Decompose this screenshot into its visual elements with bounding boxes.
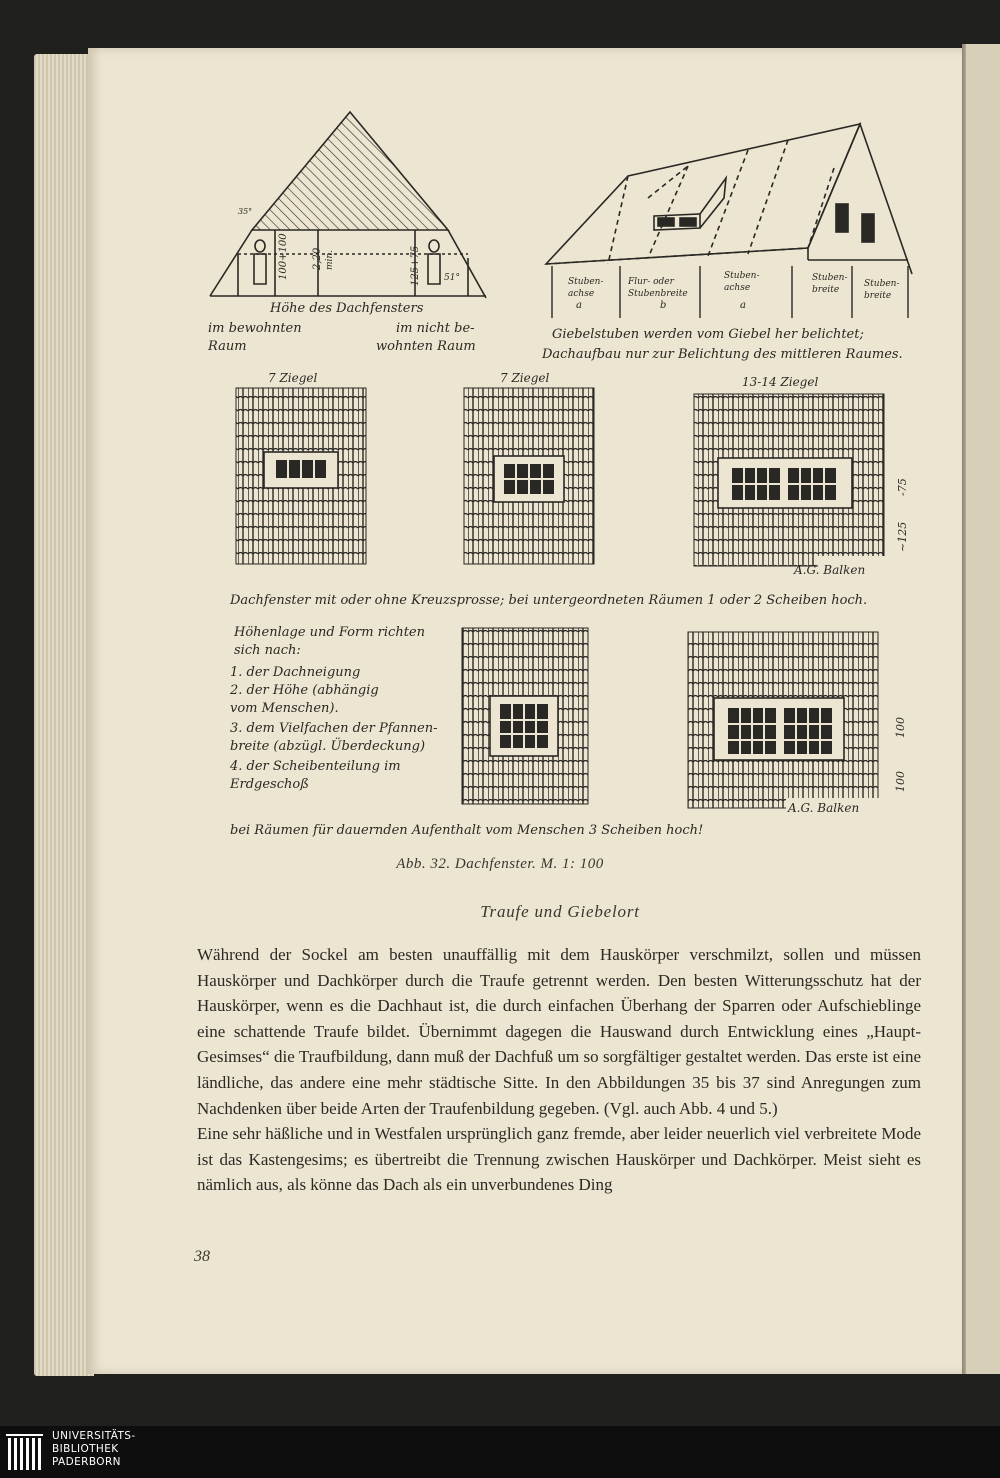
house-section-right-label-2: wohnten Raum: [376, 339, 476, 354]
house-section-left-label-1: im bewohnten: [208, 321, 302, 336]
section-title: Traufe und Giebelort: [480, 902, 640, 921]
house-section-left-label-2: Raum: [208, 339, 247, 354]
dim-side-4: 100: [894, 717, 907, 738]
note-2: 2. der Höhe (abhängig: [230, 683, 379, 698]
dim-d: 51°: [444, 273, 460, 283]
gable-label-5b: breite: [864, 291, 892, 301]
house-section-drawing: [210, 112, 486, 298]
gable-house-drawing: [546, 124, 912, 274]
dim-b: 2,20: [312, 247, 323, 270]
signature-1: A.G. Balken: [794, 563, 866, 577]
dormer-panel-1: [236, 388, 366, 564]
gable-label-4: Stuben-: [812, 273, 848, 283]
note-7: Erdgeschoß: [230, 777, 309, 792]
library-line-2: BIBLIOTHEK: [52, 1443, 119, 1455]
note-5: breite (abzügl. Überdeckung): [230, 739, 426, 754]
dim-side-3: 100: [894, 771, 907, 792]
dormer-panel-2: [464, 388, 594, 564]
gable-label-5: Stuben-: [864, 279, 900, 289]
library-line-3: PADERBORN: [52, 1456, 121, 1468]
figure-caption: Abb. 32. Dachfenster. M. 1: 100: [396, 856, 604, 872]
dormer-panel-4: [462, 628, 588, 804]
gable-label-3: Stuben-: [724, 271, 760, 281]
figure-dachfenster: [88, 48, 966, 848]
house-section-right-label-1: im nicht be-: [396, 321, 475, 336]
note-3: vom Menschen).: [230, 701, 339, 716]
note-4: 3. dem Vielfachen der Pfannen-: [230, 721, 438, 736]
gable-label-3b: achse: [724, 283, 751, 293]
tiles-label-1: 7 Ziegel: [268, 371, 318, 385]
row2-caption: bei Räumen für dauernden Aufenthalt vom Menschen 3 Scheiben hoch!: [230, 823, 704, 838]
signature-2: A.G. Balken: [788, 801, 860, 815]
gable-sublabel-a1: a: [576, 300, 582, 311]
dormer-panel-5: [688, 632, 882, 814]
dim-side-1: ~125: [896, 521, 909, 552]
dim-a: 100+100: [278, 233, 289, 280]
notes-title-1: Höhenlage und Form richten: [234, 625, 425, 640]
row1-caption: Dachfenster mit oder ohne Kreuzsprosse; bei untergeordneten Räumen 1 oder 2 Scheiben hoch.: [230, 593, 868, 608]
dim-side-2: -75: [896, 478, 909, 496]
notes-block: [229, 625, 437, 792]
library-logo-icon: [4, 1430, 46, 1474]
dormer-panel-3: [694, 394, 888, 572]
paragraph-1: Während der Sockel am besten unauffällig mit dem Hauskörper verschmilzt, sollen und müssen Hauskörper und Dachkörper durch die Traufe getrennt werden. Den besten Witterungsschutz hat der Hauskörper, wenn es die Dachhaut ist, die durch einfachen Überhang der Sparren oder Aufschieblinge eine schattende Traufe bildet. Übernimmt dagegen die Hauswand durch Entwicklung eines „Haupt-Gesimses“ die Traufbildung, dann muß der Dachfuß um so sorgfältiger gestaltet werden. Das erste ist eine ländliche, das andere eine mehr städtische Sitte. In den Abbildungen 35 bis 37 sind Anregungen zum Nachdenken über beide Arten der Traufenbildung gegeben. (Vgl. auch Abb. 4 und 5.): [197, 945, 921, 1118]
gable-sublabel-b: b: [660, 300, 667, 311]
tiles-label-3: 13-14 Ziegel: [742, 375, 819, 389]
page-number: 38: [194, 1248, 210, 1265]
library-name: [52, 1430, 136, 1469]
note-6: 4. der Scheibenteilung im: [230, 759, 401, 774]
house-section-heading: Höhe des Dachfensters: [270, 301, 424, 316]
dim-b-unit: min.: [325, 249, 335, 270]
next-page-edge: [966, 44, 1000, 1374]
dim-c: 125+75: [410, 245, 421, 286]
library-line-1: UNIVERSITÄTS-: [52, 1430, 136, 1442]
gable-label-2b: Stubenbreite: [628, 289, 688, 299]
library-footer: [0, 1426, 1000, 1478]
note-1: 1. der Dachneigung: [230, 665, 361, 680]
gable-sublabel-a2: a: [740, 300, 746, 311]
tiles-label-2: 7 Ziegel: [500, 371, 550, 385]
dim-angle: 35°: [238, 207, 253, 216]
gable-label-4b: breite: [812, 285, 840, 295]
gable-caption-1: Giebelstuben werden vom Giebel her belichtet;: [552, 327, 864, 342]
gable-label-2: Flur- oder: [628, 277, 674, 287]
body-text: [197, 942, 921, 1198]
gable-caption-2: Dachaufbau nur zur Belichtung des mittleren Raumes.: [542, 347, 903, 362]
paragraph-2: Eine sehr häßliche und in Westfalen ursprünglich ganz fremde, aber leider neuerlich viel verbreitete Mode ist das Kastengesims; es übertreibt die Trennung zwischen Hauskörper und Dachkörper. Meist sieht es nämlich aus, als könne das Dach als ein unverbundenes Ding: [197, 1124, 921, 1195]
gable-label-1b: achse: [568, 289, 595, 299]
notes-title-2: sich nach:: [234, 643, 301, 658]
page-edge-stack: [34, 54, 94, 1376]
gable-label-1: Stuben-: [568, 277, 604, 287]
